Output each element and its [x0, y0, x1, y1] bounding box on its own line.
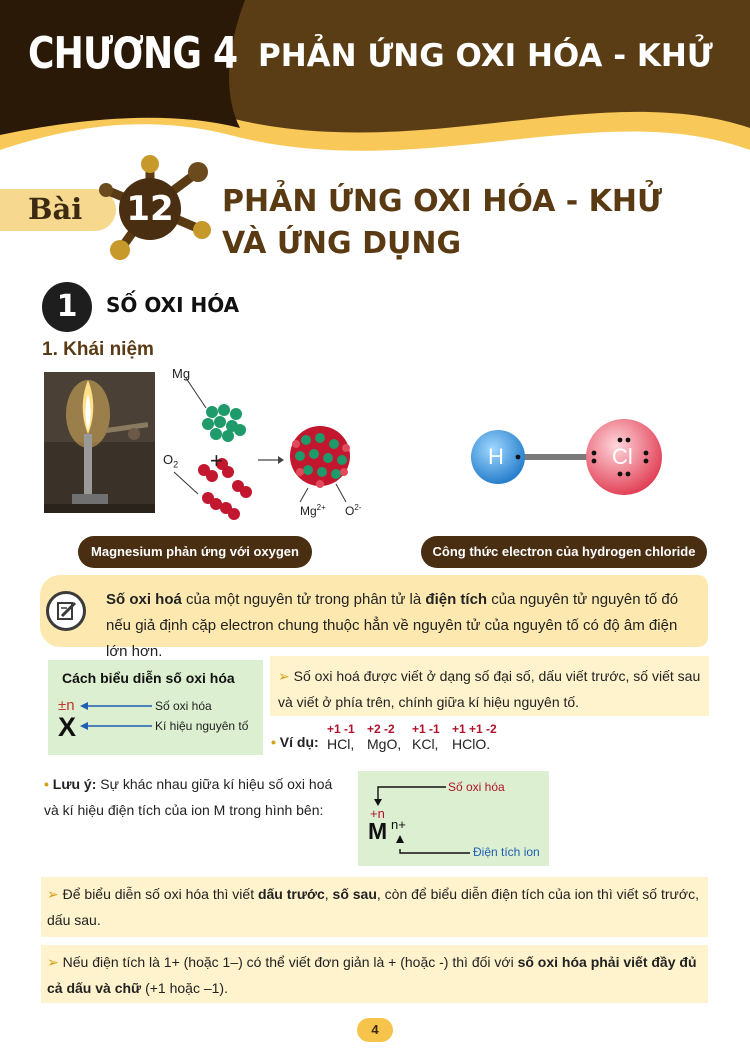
ion-symbol: M: [368, 818, 388, 844]
representation-arrows: [80, 698, 160, 734]
mg-oxygen-reaction-diagram: [160, 360, 370, 530]
mg-ion-label: $Mg^{2+}$: [300, 503, 326, 518]
example-ox-hclo: +1 +1 -2: [452, 722, 497, 736]
lesson-number-badge: 12: [119, 178, 181, 240]
note-text: • Lưu ý: Sự khác nhau giữa kí hiệu số oxi hoá và kí hiệu điện tích của ion M trong hình bên:: [44, 776, 333, 818]
example-formula-hclo: HClO.: [452, 736, 491, 752]
representation-pm-n: ±n: [58, 697, 75, 714]
chapter-header-background: [0, 0, 750, 170]
magnesium-burning-photo: [44, 372, 155, 513]
representation-symbol: X: [58, 712, 77, 742]
ion-charge-superscript: n+: [391, 817, 406, 832]
subsection-title: 1. Khái niệm: [42, 339, 154, 360]
rule-text: ➢ Số oxi hoá được viết ở dạng số đại số, dấu viết trước, số viết sau và viết ở phía trên, chính giữa kí hiệu nguyên tố.: [278, 668, 701, 710]
h-atom-label: H: [488, 444, 504, 469]
ion-label-charge: Điện tích ion: [473, 845, 540, 859]
tip-strip-1: ➢ Để biểu diễn số oxi hóa thì viết dấu trước, số sau, còn để biểu diễn điện tích của ion thì viết số trước, dấu sau.: [41, 877, 708, 937]
example-ox-kcl: +1 -1: [412, 722, 440, 736]
example-label: • Ví dụ:: [271, 734, 319, 750]
pencil-note-icon: [46, 591, 86, 631]
mg-label: Mg: [172, 366, 191, 381]
ion-label-oxidation-number: Số oxi hóa: [448, 780, 505, 794]
o-ion-label: $O^{2-}$: [345, 503, 362, 518]
ion-plus-n: +n: [370, 806, 385, 821]
lesson-label: Bài: [28, 192, 83, 226]
example-ox-mgo: +2 -2: [367, 722, 395, 736]
example-formula-mgo: MgO,: [367, 736, 402, 752]
caption-magnesium: Magnesium phản ứng với oxygen: [78, 536, 312, 568]
o2-label: $O_2$: [163, 452, 179, 470]
example-formula-kcl: KCl,: [412, 736, 439, 752]
section-number-badge: 1: [42, 282, 92, 332]
caption-hydrogen-chloride: Công thức electron của hydrogen chloride: [421, 536, 707, 568]
definition-text: Số oxi hoá của một nguyên tử trong phân tử là điện tích của nguyên tử nguyên tố đó nếu giả định cặp electron chung thuộc hẳn về nguyên tử của nguyên tố có độ âm điện lớn hơn.: [106, 591, 679, 660]
label-oxidation-number: Số oxi hóa: [155, 699, 212, 713]
section-title: SỐ OXI HÓA: [106, 293, 240, 317]
example-ox-hcl: +1 -1: [327, 722, 355, 736]
representation-title: Cách biểu diễn số oxi hóa: [62, 670, 235, 686]
example-formula-hcl: HCl,: [327, 736, 355, 752]
chapter-number: CHƯƠNG 4: [28, 28, 238, 79]
page-number: 4: [357, 1018, 393, 1042]
plus-sign: +: [210, 448, 223, 473]
chapter-title: PHẢN ỨNG OXI HÓA - KHỬ: [258, 38, 713, 74]
cl-atom-label: Cl: [612, 444, 633, 469]
tip-strip-2: ➢ Nếu điện tích là 1+ (hoặc 1–) có thể viết đơn giản là + (hoặc -) thì đối với số oxi hóa phải viết đầy đủ cả dấu và chữ (+1 hoặc –1).: [41, 945, 708, 1003]
lesson-title-line-1: PHẢN ỨNG OXI HÓA - KHỬ: [222, 184, 663, 219]
lesson-title-line-2: VÀ ỨNG DỤNG: [222, 226, 462, 261]
label-element-symbol: Kí hiệu nguyên tố: [155, 719, 249, 733]
